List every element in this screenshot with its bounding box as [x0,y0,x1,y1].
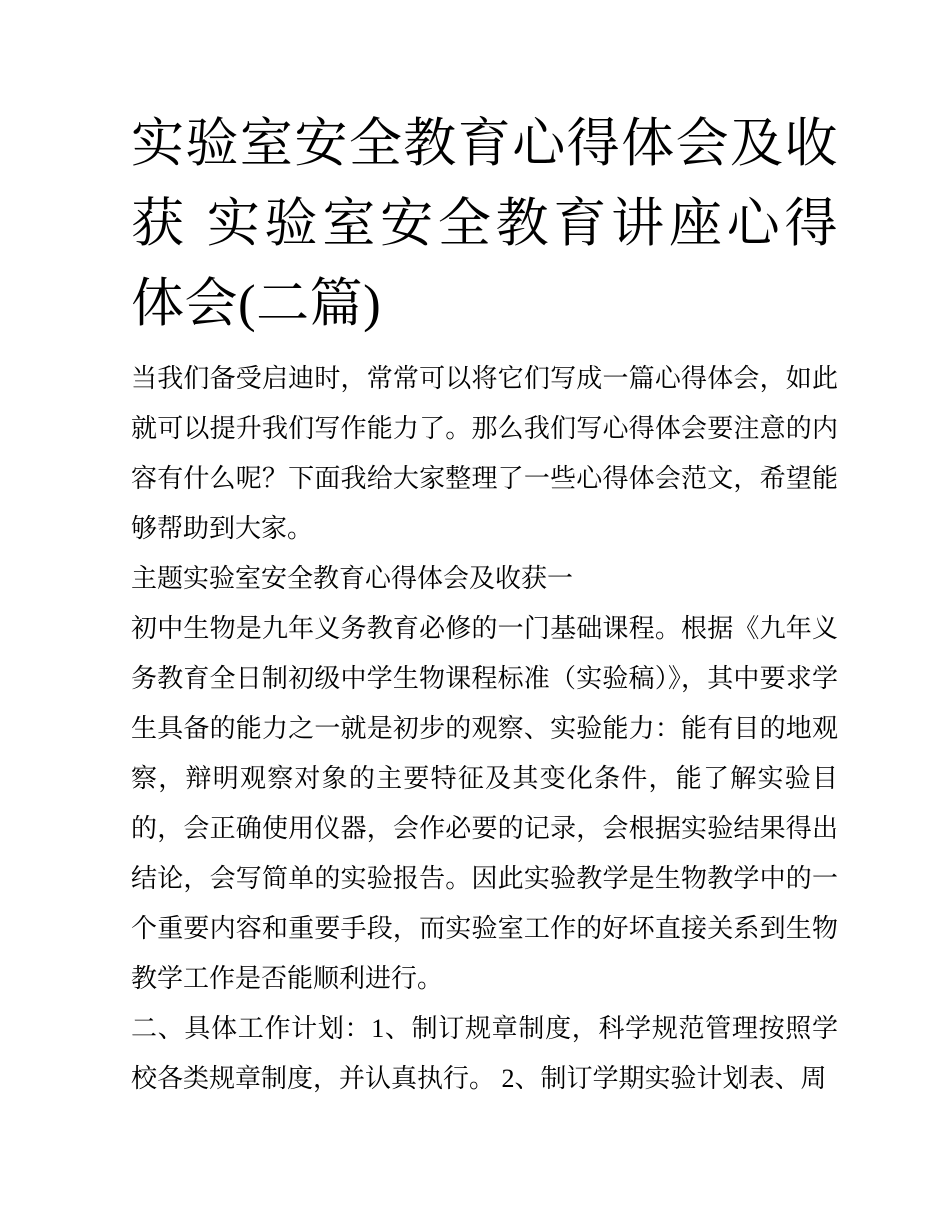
paragraph-intro: 当我们备受启迪时，常常可以将它们写成一篇心得体会，如此就可以提升我们写作能力了。那么我们写心得体会要注意的内容有什么呢？下面我给大家整理了一些心得体会范文，希望能够帮助到大家。 [131,364,838,543]
paragraph-body-1: 初中生物是九年义务教育必修的一门基础课程。根据《九年义务教育全日制初级中学生物课程标准（实验稿）》，其中要求学生具备的能力之一就是初步的观察、实验能力：能有目的地观察，辩明观察对象的主要特征及其变化条件，能了解实验目的，会正确使用仪器，会作必要的记录，会根据实验结果得出结论，会写简单的实验报告。因此实验教学是生物教学中的一个重要内容和重要手段，而实验室工作的好坏直接关系到生物教学工作是否能顺利进行。 [131,614,838,993]
paragraph-theme-heading: 主题实验室安全教育心得体会及收获一 [131,564,574,593]
document-title: 实验室安全教育心得体会及收获 实验室安全教育讲座心得体会(二篇) [131,115,838,333]
paragraph-body-2: 二、具体工作计划：1、制订规章制度，科学规范管理按照学校各类规章制度，并认真执行。 2、制订学期实验计划表、周 [131,1014,838,1093]
